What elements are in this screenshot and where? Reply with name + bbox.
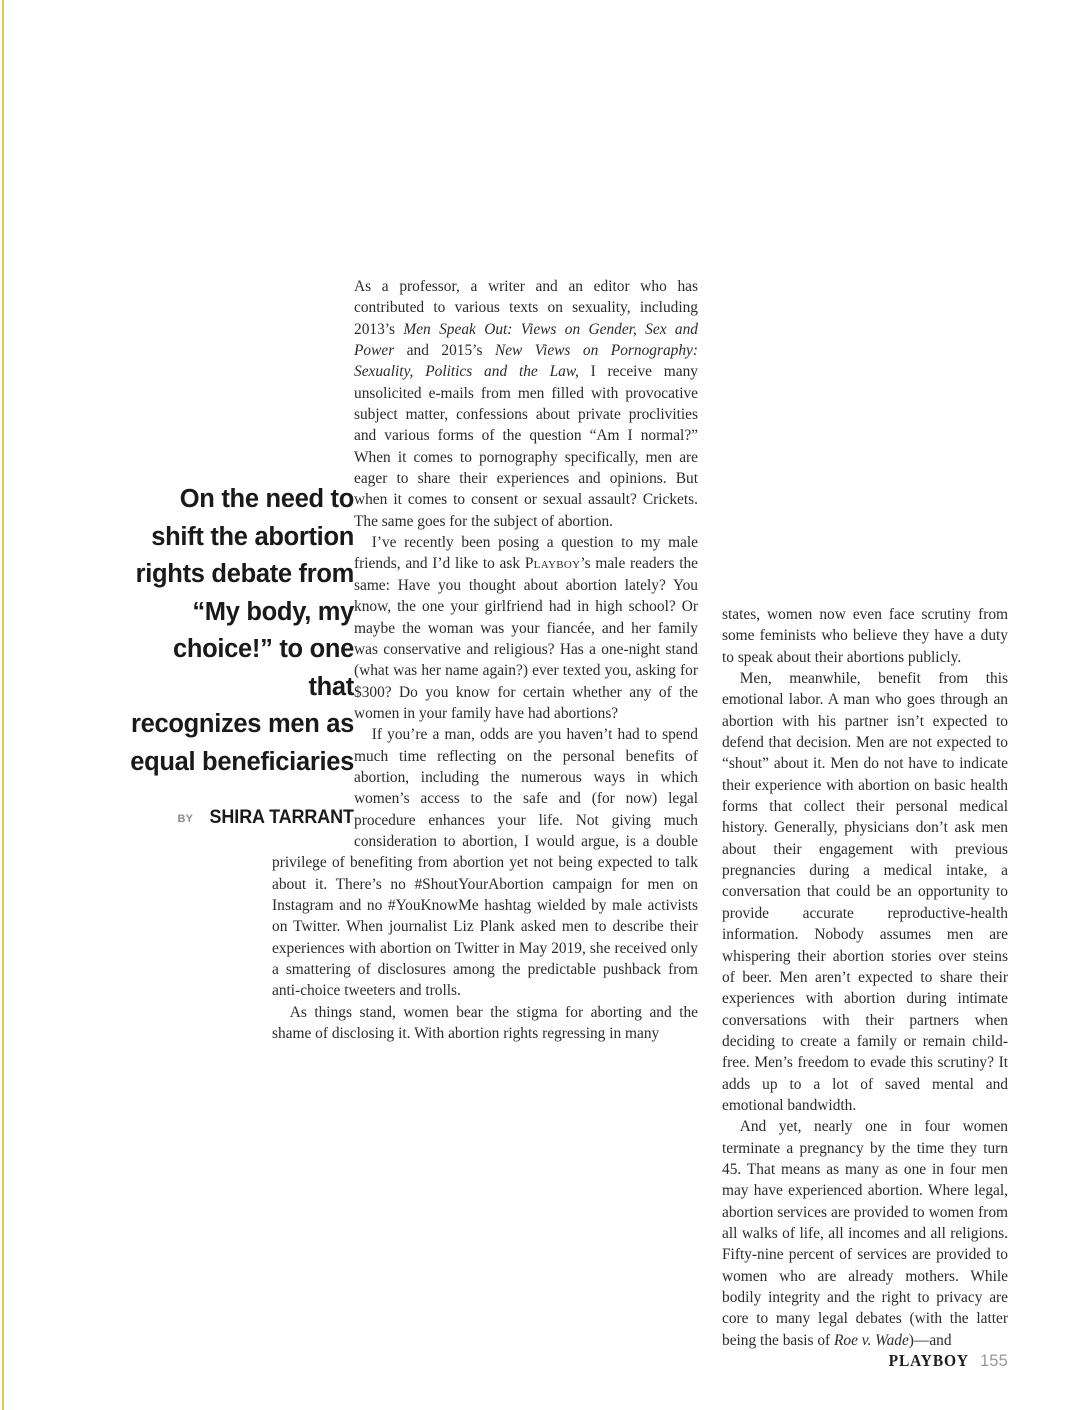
deck-line: On the need to <box>179 485 354 513</box>
playboy-logo: PLAYBOY <box>888 1352 969 1371</box>
case-title: Roe v. Wade <box>834 1331 909 1349</box>
paragraph-text: And yet, nearly one in four women terminate a pregnancy by the time they turn 45. That means as many as one in four men may have experienced abortion. Where legal, abortion services are provided to women from all walks of life, all incomes and all religions. Fifty-nine percent of services are provided to women who are already mothers. While bodily integrity and the right to privacy are core to many legal debates (with the latter being the basis of <box>722 1118 1008 1349</box>
paragraph: states, women now even face scrutiny from some feminists who believe they have a duty to speak about their abortions publicly. <box>722 606 1008 666</box>
book-title: Men Speak Out: Views on Gender, Sex and Power <box>354 320 698 360</box>
paragraph: As things stand, women bear the stigma for aborting and the shame of disclosing it. With abortion rights regressing in many <box>272 1003 698 1043</box>
paragraph-text: and 2015’s <box>394 342 495 360</box>
paragraph: Men, meanwhile, benefit from this emotional labor. A man who goes through an abortion with his partner isn’t expected to defend that decision. Men are not expected to “shout” about it. Men do not have to indicate their experience with abortion on basic health forms that collect their personal medical history. Generally, physicians don’t ask men about their engagement with previous pregnancies during a medical intake, a conversation that could be an opportunity to provide accurate reproductive-health information. Nobody assumes men are whispering their abortion stories over steins of beer. Men aren’t expected to share their experiences with abortion during intimate conversations with their partners when deciding to create a family or remain child-free. Men’s freedom to evade this scrutiny? It adds up to a lot of saved mental and emotional bandwidth. <box>722 670 1008 1114</box>
byline <box>126 807 354 830</box>
byline-prefix: BY <box>177 813 194 825</box>
article-column-one <box>130 276 699 1044</box>
paragraph-text: )—and <box>908 1331 952 1349</box>
article-column-two <box>722 604 1008 1351</box>
article-deck <box>126 276 354 781</box>
paragraph-text: ’s male readers the same: Have you thought about abortion lately? You know, the one your girlfriend had in high school? Or maybe the woman was your fiancée, and her family was conservative and religious? Has a one-night stand (what was her name again?) ever texted you, asking for $300? Do you know for certain whether any of the women in your family have had abortions? <box>354 555 699 722</box>
deck-block <box>126 276 354 830</box>
deck-line: choice!” to one that <box>172 635 354 701</box>
gold-edge-rule <box>2 0 4 1410</box>
byline-author: SHIRA TARRANT <box>209 806 354 828</box>
deck-line: recognizes men as <box>131 710 354 738</box>
paragraph: If you’re a man, odds are you haven’t had to spend much time reflecting on the personal benefits of abortion, including the numerous ways in which women’s access to the safe and (for now) legal procedure enhances your life. Not giving much consideration to abortion, I would argue, is a double privilege of benefiting from abortion yet not being expected to talk about it. There’s no #ShoutYourAbortion campaign for men on Instagram and no #YouKnowMe hashtag wielded by male activists on Twitter. When journalist Liz Plank asked men to describe their experiences with abortion on Twitter in May 2019, she received only a smattering of disclosures among the predictable pushback from anti-choice tweeters and trolls. <box>272 726 698 1000</box>
brand-name: Playboy <box>524 555 581 573</box>
book-title: New Views on Pornography: Sexuality, Politics and the Law, <box>354 342 698 381</box>
deck-line: equal beneficiaries <box>130 747 354 776</box>
deck-line: shift the abortion <box>151 522 354 551</box>
paragraph <box>722 1116 1008 1351</box>
paragraph-text: I receive many unsolicited e-mails from men filled with provocative subject matter, confessions about private proclivities and various forms of the question “Am I normal?” When it comes to pornography specifically, men are eager to share their experiences and opinions. But when it comes to consent or sexual assault? Crickets. The same goes for the subject of abortion. <box>354 363 698 530</box>
page-footer <box>889 1352 1008 1371</box>
deck-line: “My body, my <box>192 597 354 626</box>
paragraph-text: I’ve recently been posing a question to my male friends, and I’d like to ask <box>354 534 698 573</box>
paragraph-text: As a professor, a writer and an editor who has contributed to various texts on sexuality, including 2013’s <box>354 278 698 338</box>
page-number: 155 <box>979 1352 1008 1370</box>
deck-line: rights debate from <box>135 560 354 588</box>
